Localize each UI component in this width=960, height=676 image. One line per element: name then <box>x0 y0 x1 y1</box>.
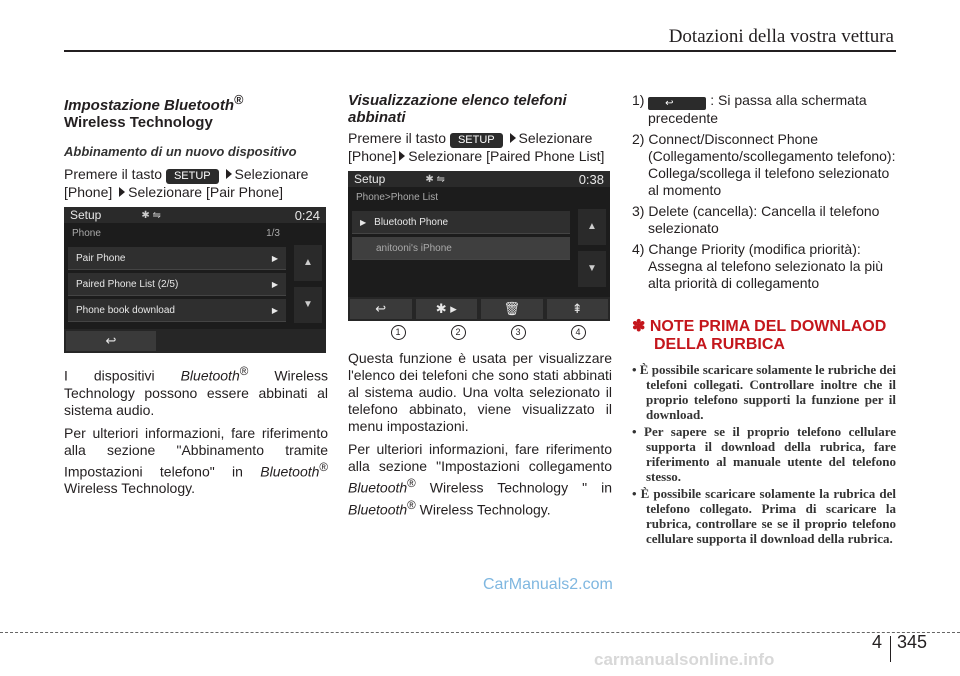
scroll-down-icon: ▼ <box>294 287 322 323</box>
instruction: Premere il tasto SETUP Selezionare [Phone] Selezionare [Pair Phone] <box>64 166 309 200</box>
screen-subtitle: Phone>Phone List <box>356 192 439 203</box>
phone-list-screen <box>348 171 610 321</box>
screen-bottom-bar <box>64 329 326 353</box>
page-number: 345 <box>897 632 928 652</box>
bluetooth-usb-icons: ✱ ⇋ <box>425 173 445 185</box>
bluetooth-connect-icon: ✱ ▸ <box>416 299 478 319</box>
screen-subtitle: Phone 1/3 <box>72 228 280 239</box>
paragraph: Questa funzione è usata per visualizzare l'elenco dei telefoni che sono stati abbinati al sistema audio. Una volta selezionato il telefono abbinato, viene visualizzato il menu impostazioni. <box>348 350 612 434</box>
list-item: ▶ Bluetooth Phone <box>352 211 570 234</box>
subheading: Abbinamento di un nuovo dispositivo <box>64 144 297 159</box>
paragraph: Per ulteriori informazioni, fare riferimento alla sezione "Impostazioni collegamento Bluetooth® Wireless Technology " in Bluetooth® Wireless Technology. <box>348 441 612 518</box>
header-rule <box>64 50 896 52</box>
page-header-title: Dotazioni della vostra vettura <box>668 26 894 47</box>
screen-bottom-bar <box>348 297 610 321</box>
watermark: CarManuals2.com <box>483 576 613 593</box>
footer-rule <box>0 632 960 633</box>
screen-titlebar: Setup ✱ ⇋ 0:24 <box>64 207 326 223</box>
note-item: • È possibile scaricare solamente le rubriche dei telefoni collegati. Controllare inoltre che il proprio telefono supporti la funzione per il download. <box>632 362 896 422</box>
scroll-up-icon: ▲ <box>578 209 606 245</box>
menu-item-paired-list: Paired Phone List (2/5) ▶ <box>68 273 286 296</box>
play-icon: ▶ <box>271 305 278 315</box>
callout: 3 <box>511 325 526 340</box>
menu-item-phonebook: Phone book download ▶ <box>68 299 286 322</box>
arrow-right-icon <box>226 169 232 179</box>
screen-titlebar: Setup ✱ ⇋ 0:38 <box>348 171 610 187</box>
delete-icon: 🗑 <box>481 299 543 319</box>
setup-key: SETUP <box>450 133 503 148</box>
callouts <box>368 325 608 340</box>
list-item: 2) Connect/Disconnect Phone (Collegamento/scollegamento telefono): Collega/scollega il telefono selezionato al momento <box>632 131 896 198</box>
arrow-right-icon <box>510 133 516 143</box>
arrow-right-icon <box>399 151 405 161</box>
callout: 1 <box>391 325 406 340</box>
list-item: 3) Delete (cancella): Cancella il telefono selezionato <box>632 203 880 236</box>
section-heading: Visualizzazione elenco telefoni abbinati <box>348 92 567 126</box>
scroll-up-icon: ▲ <box>294 245 322 281</box>
list-item: 1) ↩ : Si passa alla schermata precedente <box>632 92 867 126</box>
back-icon: ↩ <box>350 299 412 319</box>
play-icon: ▶ <box>271 279 278 289</box>
column-3 <box>632 92 896 548</box>
note-heading: ✽ NOTE PRIMA DEL DOWNLAOD DELLA RURBICA <box>632 318 887 353</box>
callout: 2 <box>451 325 466 340</box>
setup-phone-screen <box>64 207 326 353</box>
arrow-right-icon <box>119 187 125 197</box>
instruction: Premere il tasto SETUP Selezionare [Phone] Selezionare [Paired Phone List] <box>348 130 605 164</box>
note-list <box>632 362 896 546</box>
section-heading: Impostazione Bluetooth® <box>64 93 244 114</box>
list-item: anitooni's iPhone <box>352 237 570 260</box>
priority-icon: ⇞ <box>547 299 609 319</box>
paragraph: Per ulteriori informazioni, fare riferimento alla sezione "Abbinamento tramite Impostazioni telefono" in Bluetooth® Wireless Technology. <box>64 424 329 497</box>
setup-key: SETUP <box>166 169 219 184</box>
bluetooth-usb-icons: ✱ ⇋ <box>141 209 161 221</box>
list-item: 4) Change Priority (modifica priorità): Assegna al telefono selezionato la più alta priorità di collegamento <box>632 241 884 291</box>
menu-item-pair-phone: Pair Phone ▶ <box>68 247 286 270</box>
back-icon: ↩ <box>648 97 706 110</box>
play-icon: ▶ <box>271 253 278 263</box>
column-1 <box>64 92 328 503</box>
page-divider <box>890 636 891 662</box>
scroll-down-icon: ▼ <box>578 251 606 287</box>
column-2 <box>348 92 612 524</box>
numbered-list <box>632 92 896 292</box>
callout: 4 <box>571 325 586 340</box>
note-item: • È possibile scaricare solamente la rubrica del telefono collegato. Prima di scaricare la rubrica, controllare se se il proprio telefono cellulare supporta il download della rubrica. <box>632 486 896 546</box>
section-number: 4 <box>872 632 883 652</box>
section-heading-sub: Wireless Technology <box>64 114 213 131</box>
paragraph: I dispositivi Bluetooth® Wireless Technology possono essere abbinati al sistema audio. <box>64 365 329 418</box>
back-icon: ↩ <box>66 331 156 351</box>
footer-watermark: carmanualsonline.info <box>594 650 775 669</box>
note-item: • Per sapere se il proprio telefono cellulare supporta il download della rubrica, fare riferimento al manuale utente del telefono stesso. <box>632 424 896 484</box>
